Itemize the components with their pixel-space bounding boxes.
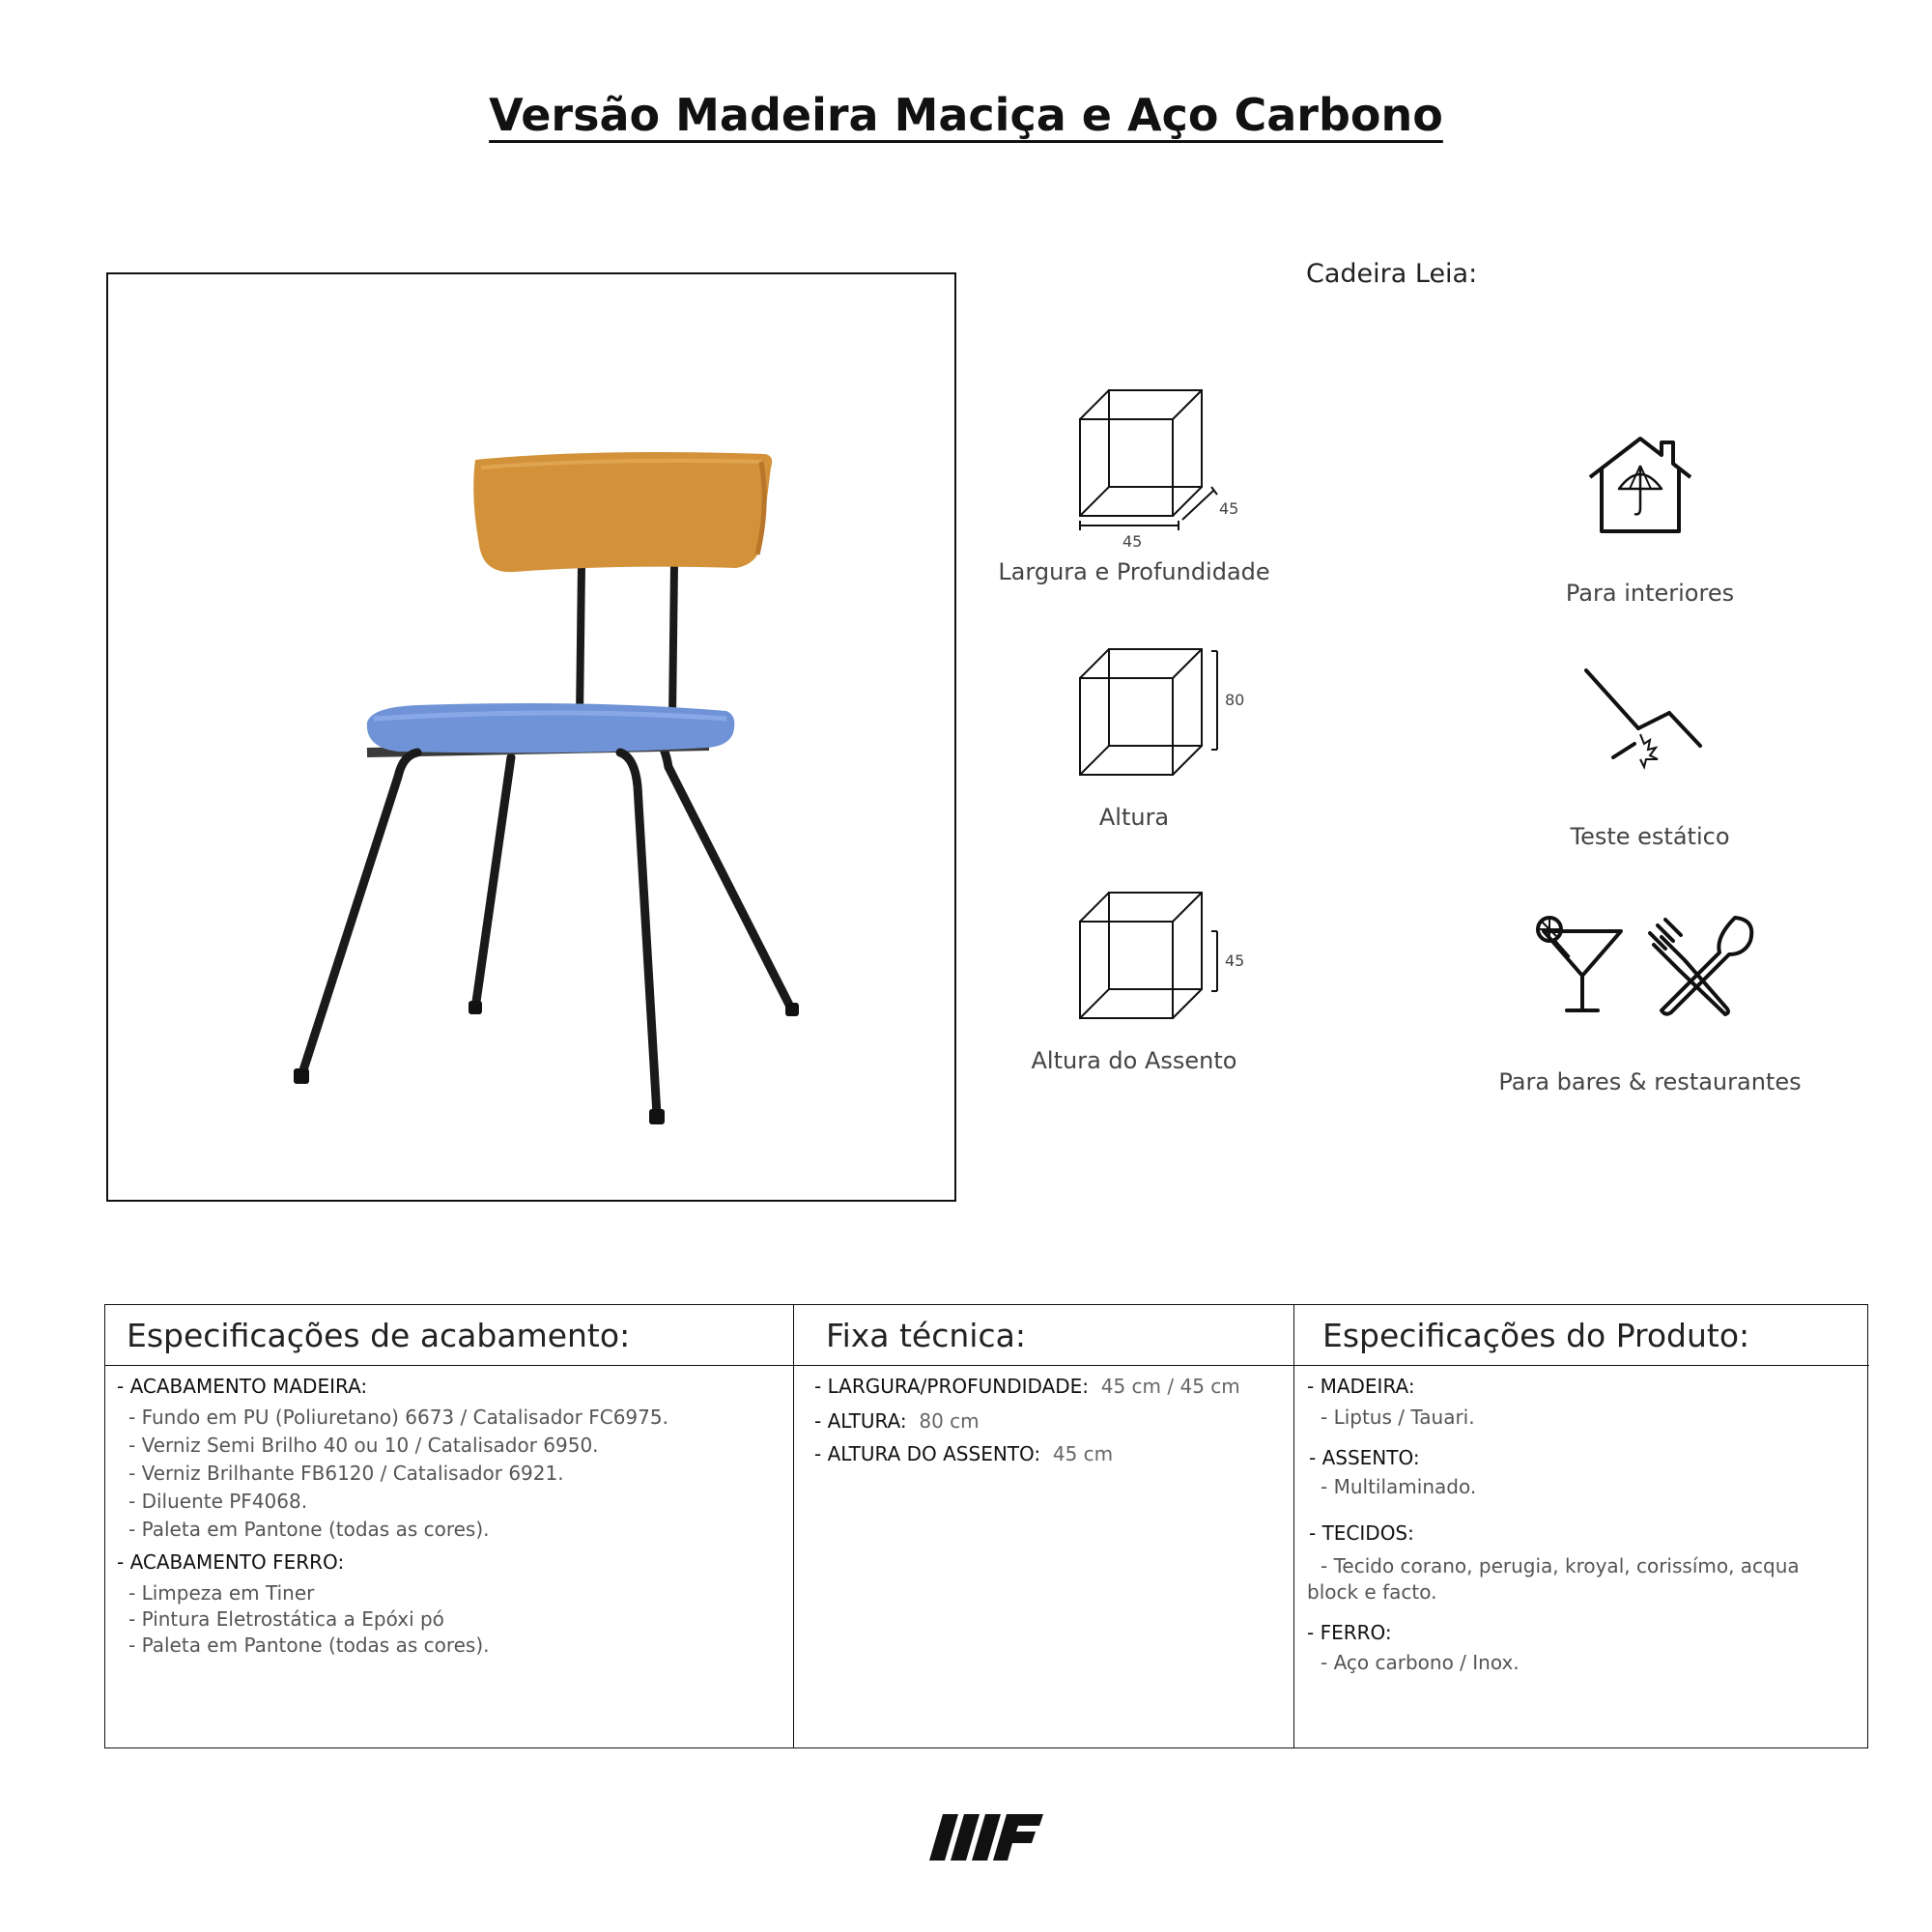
house-umbrella-icon bbox=[1584, 431, 1700, 537]
fabric-spec-heading: - TECIDOS: bbox=[1309, 1521, 1414, 1545]
cocktail-cutlery-icon bbox=[1532, 912, 1764, 1016]
seat-height-value: 45 bbox=[1225, 952, 1245, 970]
tech-row-value: 45 cm bbox=[1052, 1442, 1114, 1465]
height-label: Altura bbox=[1098, 804, 1170, 831]
iron-finish-item: - Pintura Eletrostática a Epóxi pó bbox=[128, 1607, 444, 1631]
wood-finish-item: - Verniz Semi Brilho 40 ou 10 / Catalisador 6950. bbox=[128, 1434, 599, 1457]
indoor-label: Para interiores bbox=[1565, 580, 1735, 607]
height-value: 80 bbox=[1225, 691, 1245, 709]
static-test-label: Teste estático bbox=[1570, 823, 1730, 850]
product-name: Cadeira Leia: bbox=[1306, 259, 1478, 289]
page-title-text: Versão Madeira Maciça e Aço Carbono bbox=[489, 89, 1443, 141]
product-photo-frame bbox=[106, 272, 956, 1202]
finishing-heading bbox=[105, 1305, 793, 1366]
product-spec-heading bbox=[1293, 1305, 1869, 1366]
finishing-column bbox=[105, 1305, 793, 1747]
wood-finish-item: - Verniz Brilhante FB6120 / Catalisador 6921. bbox=[128, 1462, 564, 1485]
tech-row-label: - ALTURA DO ASSENTO: bbox=[814, 1442, 1041, 1465]
depth-value: 45 bbox=[1219, 499, 1239, 518]
chair-impact-icon bbox=[1580, 667, 1706, 773]
wood-finish-heading: - ACABAMENTO MADEIRA: bbox=[117, 1375, 368, 1398]
technical-heading-text: Fixa técnica: bbox=[826, 1317, 1026, 1354]
finishing-heading-text: Especificações de acabamento: bbox=[127, 1317, 631, 1354]
seat-spec-value: - Multilaminado. bbox=[1321, 1475, 1477, 1498]
seat-spec-heading: - ASSENTO: bbox=[1309, 1446, 1420, 1469]
iron-spec-heading: - FERRO: bbox=[1307, 1621, 1392, 1644]
wood-finish-item: - Paleta em Pantone (todas as cores). bbox=[128, 1518, 490, 1541]
wood-spec-value: - Liptus / Tauari. bbox=[1321, 1406, 1475, 1429]
iron-finish-item: - Paleta em Pantone (todas as cores). bbox=[128, 1634, 490, 1657]
tech-row-label: - LARGURA/PROFUNDIDADE: bbox=[814, 1375, 1090, 1398]
tech-row bbox=[814, 1375, 1240, 1398]
wood-finish-item: - Fundo em PU (Poliuretano) 6673 / Catalisador FC6975. bbox=[128, 1406, 668, 1429]
product-spec-column bbox=[1293, 1305, 1869, 1747]
fabric-spec-value-cont: block e facto. bbox=[1307, 1580, 1437, 1604]
seat-height-cube-icon bbox=[1072, 887, 1265, 1032]
width-depth-label: Largura e Profundidade bbox=[998, 558, 1270, 585]
spec-table bbox=[104, 1304, 1868, 1748]
wood-spec-heading: - MADEIRA: bbox=[1307, 1375, 1415, 1398]
height-cube-icon bbox=[1072, 643, 1265, 788]
tech-row bbox=[814, 1409, 980, 1433]
technical-heading bbox=[793, 1305, 1293, 1366]
wood-finish-item: - Diluente PF4068. bbox=[128, 1490, 308, 1513]
iron-spec-value: - Aço carbono / Inox. bbox=[1321, 1651, 1520, 1674]
bars-restaurants-label: Para bares & restaurantes bbox=[1498, 1068, 1802, 1095]
seat-height-label: Altura do Assento bbox=[1031, 1047, 1237, 1074]
iron-finish-item: - Limpeza em Tiner bbox=[128, 1581, 315, 1605]
tech-row-value: 45 cm / 45 cm bbox=[1100, 1375, 1240, 1398]
width-value: 45 bbox=[1122, 532, 1143, 551]
iron-finish-heading: - ACABAMENTO FERRO: bbox=[117, 1550, 345, 1574]
tech-row-label: - ALTURA: bbox=[814, 1409, 907, 1433]
tech-row-value: 80 cm bbox=[919, 1409, 980, 1433]
chair-photo bbox=[108, 274, 958, 1204]
fabric-spec-value: - Tecido corano, perugia, kroyal, corissímo, acqua bbox=[1321, 1554, 1800, 1577]
technical-column bbox=[793, 1305, 1293, 1747]
product-spec-heading-text: Especificações do Produto: bbox=[1322, 1317, 1750, 1354]
width-depth-cube-icon bbox=[1072, 384, 1265, 558]
brand-logo bbox=[929, 1812, 1045, 1862]
tech-row bbox=[814, 1442, 1113, 1465]
page-title bbox=[0, 89, 1932, 141]
